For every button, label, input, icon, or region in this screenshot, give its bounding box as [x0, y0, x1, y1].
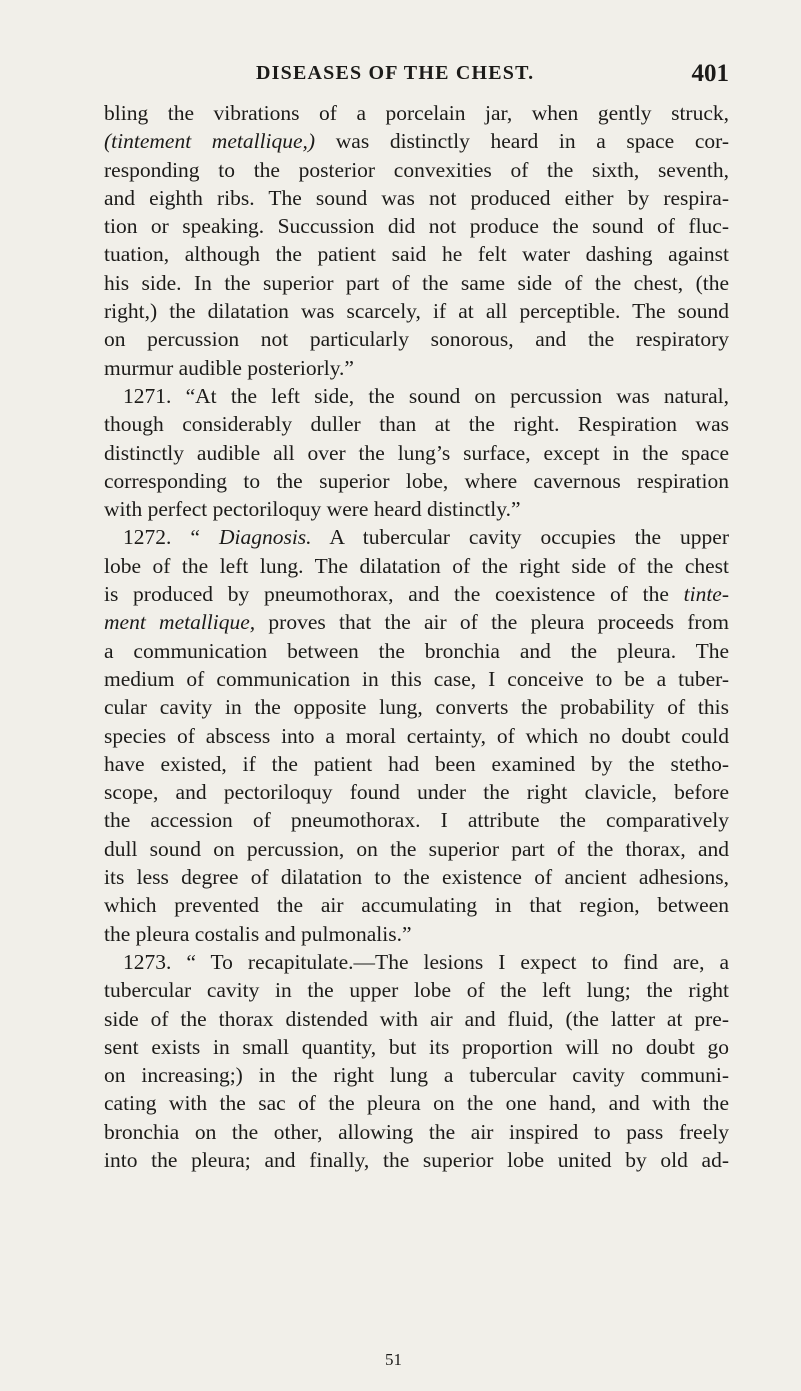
text-run: side of the thorax distended with air and fluid, (the latter at pre-: [104, 1006, 729, 1031]
text-line: [104, 891, 729, 919]
text-line: [104, 467, 729, 495]
text-line: [104, 354, 729, 382]
text-run: the accession of pneumothorax. I attribute the comparatively: [104, 808, 729, 833]
page-number: 401: [691, 60, 729, 87]
text-run: cating with the sac of the pleura on the one hand, and with the: [104, 1091, 729, 1116]
text-run: 1271. “At the left side, the sound on percussion was natural,: [123, 383, 729, 408]
running-title: DISEASES OF THE CHEST.: [256, 62, 535, 84]
text-line: [104, 382, 729, 410]
text-run: corresponding to the superior lobe, where cavernous respiration: [104, 468, 729, 493]
text-line: [104, 552, 729, 580]
text-run: distinctly audible all over the lung’s surface, except in the space: [104, 440, 729, 465]
text-run: dull sound on percussion, on the superior part of the thorax, and: [104, 836, 729, 861]
text-run: his side. In the superior part of the same side of the chest, (the: [104, 270, 729, 295]
text-run: lobe of the left lung. The dilatation of the right side of the chest: [104, 553, 729, 578]
text-line: [104, 1146, 729, 1174]
text-line: [104, 665, 729, 693]
text-run: on percussion not particularly sonorous, and the respiratory: [104, 327, 729, 352]
text-run: medium of communication in this case, I conceive to be a tuber-: [104, 666, 729, 691]
text-run: and eighth ribs. The sound was not produced either by respira-: [104, 185, 729, 210]
text-run: tubercular cavity in the upper lobe of the left lung; the right: [104, 978, 729, 1003]
text-line: [104, 156, 729, 184]
text-line: [104, 1118, 729, 1146]
italic-text-run: (tintement metallique,): [104, 129, 316, 154]
text-run: cular cavity in the opposite lung, converts the probability of this: [104, 695, 729, 720]
text-line: [104, 495, 729, 523]
text-line: [104, 1005, 729, 1033]
text-line: [104, 99, 729, 127]
text-run: into the pleura; and finally, the superior lobe united by old ad-: [104, 1147, 729, 1172]
text-run: a communication between the bronchia and the pleura. The: [104, 638, 729, 663]
text-line: [104, 240, 729, 268]
text-line: [104, 920, 729, 948]
text-line: [104, 269, 729, 297]
text-run: on increasing;) in the right lung a tubercular cavity communi-: [104, 1063, 729, 1088]
text-line: [104, 127, 729, 155]
text-run: proves that the air of the pleura proceeds from: [255, 610, 729, 635]
text-line: [104, 410, 729, 438]
text-run: murmur audible posteriorly.”: [104, 355, 354, 380]
italic-text-run: tinte-: [683, 582, 729, 607]
text-run: is produced by pneumothorax, and the coexistence of the: [104, 582, 684, 607]
text-line: [104, 778, 729, 806]
text-line: [104, 439, 729, 467]
text-line: [104, 297, 729, 325]
text-run: have existed, if the patient had been examined by the stetho-: [104, 751, 729, 776]
text-line: [104, 1033, 729, 1061]
body-text: [104, 99, 729, 1174]
running-head: [104, 62, 733, 94]
text-line: [104, 637, 729, 665]
text-line: [104, 863, 729, 891]
italic-text-run: ment metallique,: [104, 610, 256, 635]
text-run: 1273. “ To recapitulate.—The lesions I expect to find are, a: [123, 949, 729, 974]
text-line: [104, 1061, 729, 1089]
text-run: which prevented the air accumulating in that region, between: [104, 893, 729, 918]
text-line: [104, 325, 729, 353]
text-run: its less degree of dilatation to the existence of ancient adhesions,: [104, 865, 729, 890]
text-line: [104, 693, 729, 721]
text-run: bronchia on the other, allowing the air inspired to pass freely: [104, 1119, 729, 1144]
text-run: the pleura costalis and pulmonalis.”: [104, 921, 412, 946]
text-run: tuation, although the patient said he felt water dashing against: [104, 242, 729, 267]
text-run: bling the vibrations of a porcelain jar, when gently struck,: [104, 101, 729, 125]
italic-text-run: Diagnosis.: [218, 525, 312, 550]
text-run: with perfect pectoriloquy were heard distinctly.”: [104, 497, 521, 522]
text-run: species of abscess into a moral certainty, of which no doubt could: [104, 723, 729, 748]
text-run: right,) the dilatation was scarcely, if at all perceptible. The sound: [104, 299, 729, 324]
text-run: A tubercular cavity occupies the upper: [311, 525, 729, 550]
text-line: [104, 750, 729, 778]
text-line: [104, 806, 729, 834]
text-run: scope, and pectoriloquy found under the right clavicle, before: [104, 780, 729, 805]
text-run: sent exists in small quantity, but its proportion will no doubt go: [104, 1034, 729, 1059]
text-line: [104, 608, 729, 636]
text-line: [104, 976, 729, 1004]
text-run: though considerably duller than at the right. Respiration was: [104, 412, 729, 437]
text-run: 1272. “: [123, 525, 219, 550]
text-run: was distinctly heard in a space cor-: [315, 129, 729, 154]
text-line: [104, 184, 729, 212]
text-line: [104, 722, 729, 750]
text-line: [104, 948, 729, 976]
text-line: [104, 580, 729, 608]
text-run: responding to the posterior convexities of the sixth, seventh,: [104, 157, 729, 182]
signature-mark: 51: [385, 1350, 402, 1369]
text-line: [104, 523, 729, 551]
text-line: [104, 835, 729, 863]
text-line: [104, 212, 729, 240]
text-run: tion or speaking. Succussion did not produce the sound of fluc-: [104, 214, 729, 239]
text-line: [104, 1089, 729, 1117]
